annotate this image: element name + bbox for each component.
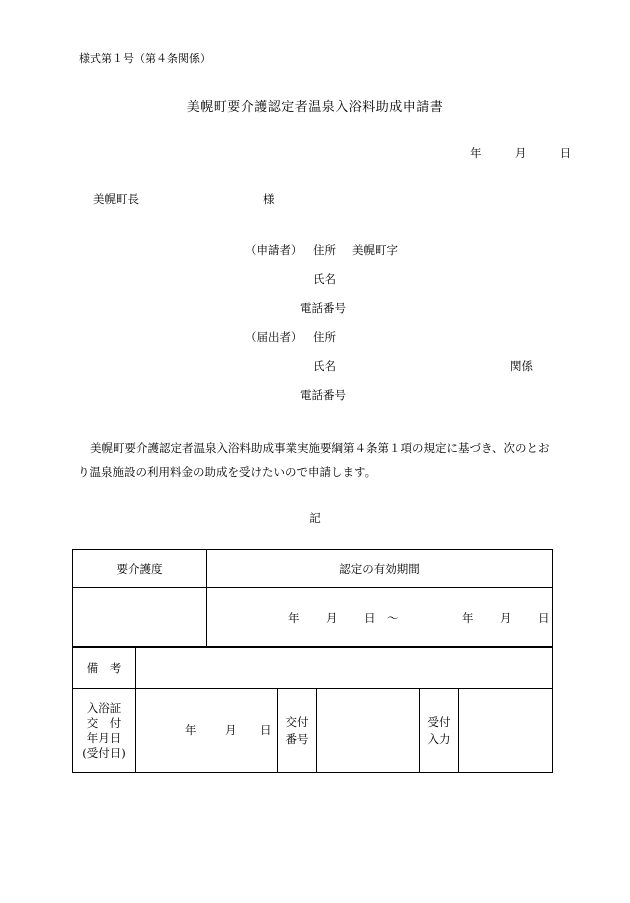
validity-period-header: 認定の有効期間 <box>207 550 553 588</box>
issue-date-label <box>73 689 136 773</box>
addressee-name: 美幌町長 <box>93 192 139 206</box>
issue-date-label-line: 入浴証 <box>86 700 122 715</box>
reception-input-field[interactable] <box>459 689 553 773</box>
issue-date-month: 月 <box>225 723 237 737</box>
date-year-label: 年 <box>470 146 482 160</box>
validity-period-input[interactable] <box>207 588 553 648</box>
issue-date-day: 日 <box>260 723 272 737</box>
care-level-header: 要介護度 <box>73 550 207 588</box>
period-end-month: 月 <box>500 611 512 625</box>
issue-number-input[interactable] <box>317 689 420 773</box>
issue-date-label-line: 年月日 <box>86 730 122 745</box>
care-level-table <box>72 549 553 648</box>
period-end-year: 年 <box>462 611 474 625</box>
notifier-role: （届出者） <box>245 330 303 344</box>
issue-number-label-line: 番号 <box>285 731 309 746</box>
issue-number-label-line: 交付 <box>285 714 309 729</box>
care-level-input[interactable] <box>73 588 207 648</box>
period-end-day: 日 <box>538 611 550 625</box>
applicant-name-label: 氏名 <box>313 272 336 286</box>
date-month-label: 月 <box>514 146 527 160</box>
reception-input-label-line: 受付 <box>427 714 451 729</box>
date-day-label: 日 <box>559 146 572 160</box>
reception-input-label-line: 入力 <box>427 731 451 746</box>
period-start-month: 月 <box>326 611 338 625</box>
issue-date-year: 年 <box>185 723 197 737</box>
remarks-table <box>72 646 553 773</box>
notifier-address-label: 住所 <box>313 330 336 344</box>
period-start-day: 日 <box>364 611 376 625</box>
issue-number-label <box>278 689 317 773</box>
ki-heading: 記 <box>309 511 321 525</box>
period-tilde: ～ <box>387 611 399 625</box>
notifier-phone-label: 電話番号 <box>300 388 346 402</box>
addressee-honorific: 様 <box>263 192 275 206</box>
issue-date-label-line: 交 付 <box>86 715 122 730</box>
applicant-phone-label: 電話番号 <box>300 301 346 315</box>
issue-date-input[interactable] <box>136 689 278 773</box>
reception-input-label <box>420 689 459 773</box>
applicant-role: （申請者） <box>245 243 303 257</box>
form-number-label: 様式第１号（第４条関係） <box>79 52 211 65</box>
period-start-year: 年 <box>288 611 300 625</box>
application-statement: 美幌町要介護認定者温泉入浴料助成事業実施要綱第４条第１項の規定に基づき、次のとおり温泉施設の利用料金の助成を受けたいので申請します。 <box>78 441 550 479</box>
document-title: 美幌町要介護認定者温泉入浴料助成申請書 <box>186 100 444 115</box>
applicant-address-value: 美幌町字 <box>352 243 398 257</box>
notifier-relation-label: 関係 <box>510 359 533 373</box>
issue-date-label-line: (受付日) <box>82 745 126 760</box>
application-date <box>470 145 571 161</box>
notifier-name-label: 氏名 <box>313 359 336 373</box>
remarks-label: 備 考 <box>73 647 136 689</box>
addressee <box>93 191 275 207</box>
remarks-input[interactable] <box>136 647 553 689</box>
applicant-address-label: 住所 <box>313 243 336 257</box>
